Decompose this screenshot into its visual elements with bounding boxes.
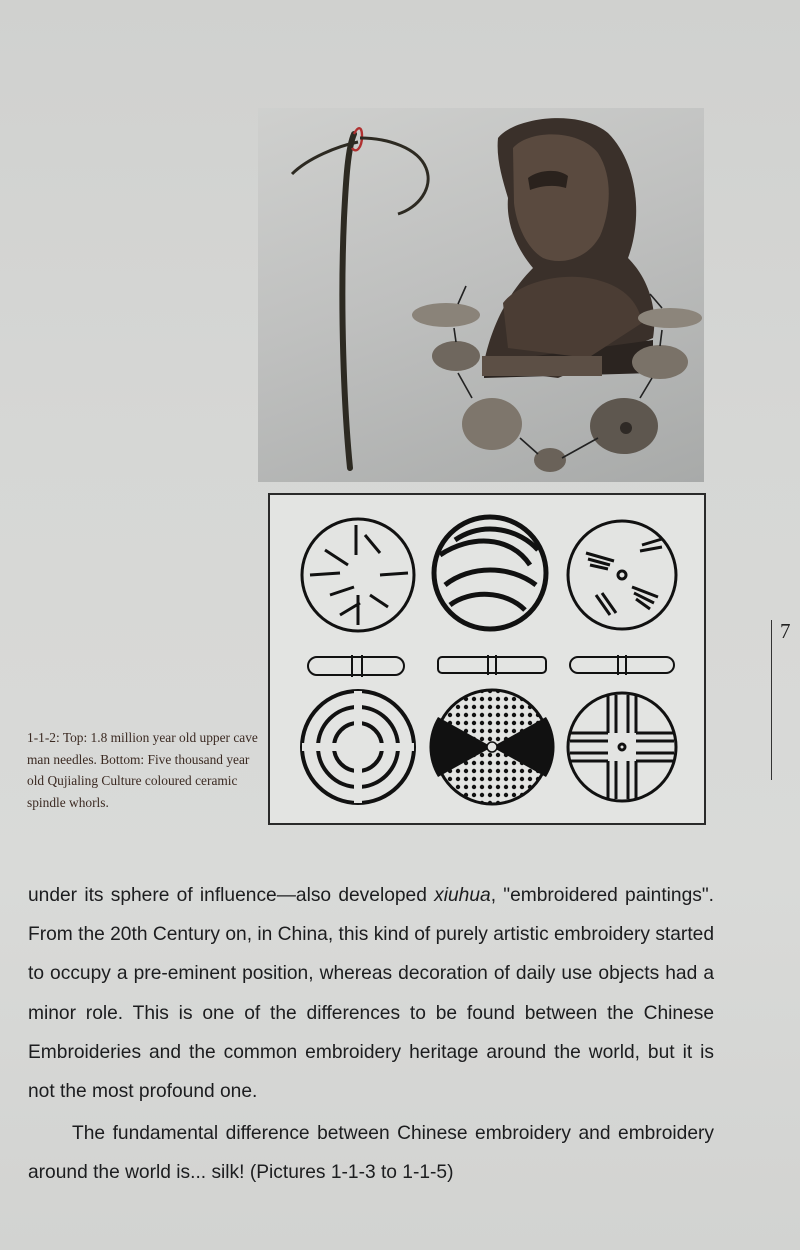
term-xiuhua: xiuhua xyxy=(434,885,491,906)
whorl-top-right xyxy=(568,521,676,629)
page-number-rule xyxy=(771,620,772,780)
paragraph-1-start: under its sphere of influence—also developed xyxy=(28,885,435,906)
whorl-bottom-right xyxy=(568,693,676,801)
whorl-bottom-left xyxy=(302,691,414,803)
figure-caption: 1-1-2: Top: 1.8 million year old upper cave man needles. Bottom: Five thousand year old Qujialing Culture coloured ceramic spindle whorls. xyxy=(27,730,258,810)
whorl-top-left xyxy=(302,519,414,631)
paragraph-1-rest: , "embroidered paintings". From the 20th Century on, in China, this kind of purely artistic embroidery started to occupy a pre-eminent position, whereas decoration of daily use objects had a minor role. This is one of the differences to be found between the Chinese Embroideries and the common embroidery heritage around the world, but it is not the most profound one. xyxy=(28,885,714,1103)
spindle-whorl-diagram xyxy=(268,493,706,825)
body-text xyxy=(28,876,714,1193)
whorl-bottom-middle xyxy=(429,690,554,804)
needle-and-bust-photo xyxy=(258,108,704,482)
whorl-top-middle xyxy=(434,517,546,629)
paragraph-2: The fundamental difference between Chinese embroidery and embroidery around the world is... silk! (Pictures 1-1-3 to 1-1-5) xyxy=(28,1123,714,1184)
page-number: 7 xyxy=(780,619,791,643)
paragraph-1 xyxy=(28,876,714,1111)
